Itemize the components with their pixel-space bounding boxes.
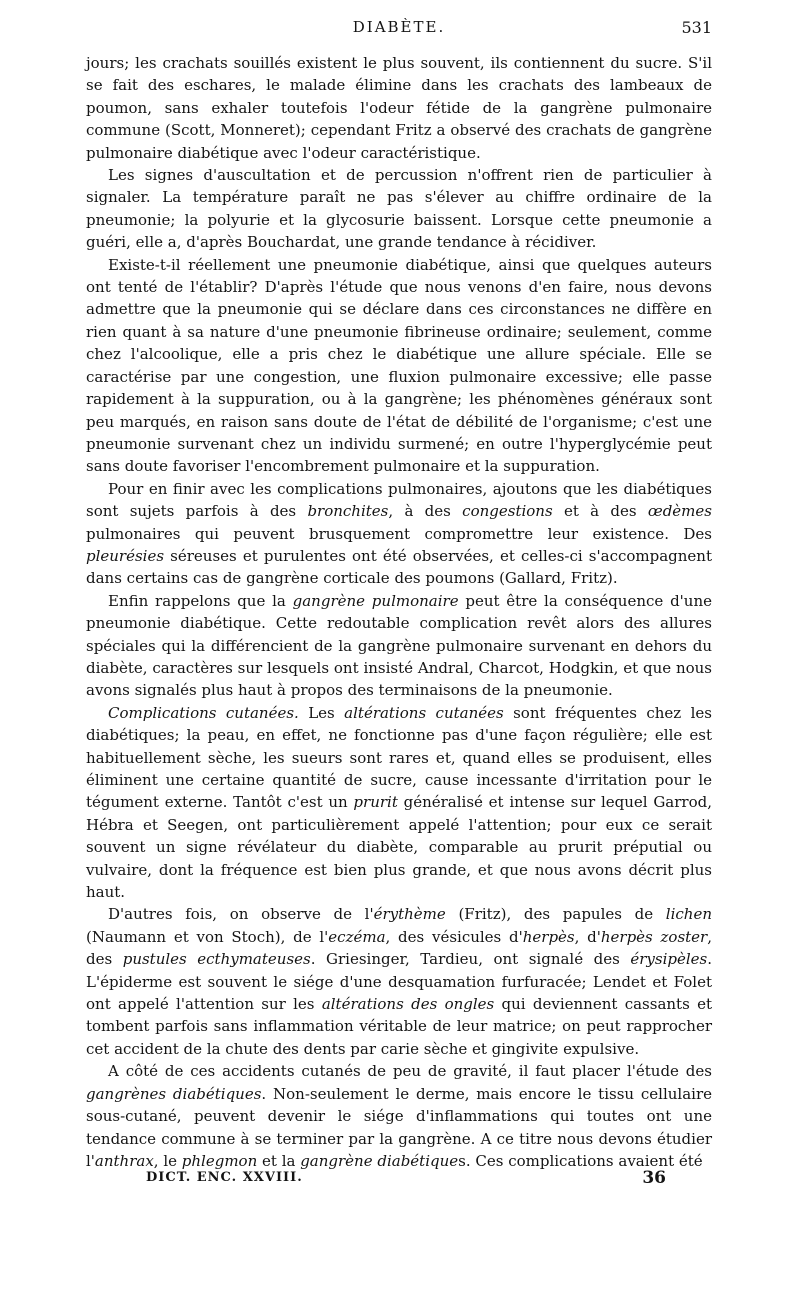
paragraph	[86, 903, 712, 1060]
italic-term: gangrène diabétique	[300, 1151, 459, 1170]
text-run: sont fréquentes chez les diabétiques; la peau, en effet, ne fonctionne pas d'une façon régulière; elle est habituellement sèche, les sueurs sont rares et, quand elles se produisent, elles éliminent une certaine quantité de sucre, cause incessante d'irritation pour le tégument externe. Tantôt c'est un	[86, 703, 712, 812]
printer-signature: DICT. ENC. XXVIII.	[146, 1170, 303, 1185]
text-run: généralisé et intense sur lequel Garrod, Hébra et Seegen, ont particulièrement appelé l'attention; pour eux ce serait souvent un signe révélateur du diabète, comparable au prurit préputial ou vulvaire, dont la fréquence est bien plus grande, et que nous avons décrit plus haut.	[86, 793, 712, 902]
text-run: , à des	[388, 502, 463, 521]
italic-term: anthrax	[94, 1151, 154, 1170]
text-run: jours; les crachats souillés existent le plus souvent, ils contiennent du sucre. S'il se fait des eschares, le malade élimine dans les crachats des lambeaux de poumon, sans exhaler toutefois l'odeur fétide de la gangrène pulmonaire commune (Scott, Monneret); cependant Fritz a observé des crachats de gangrène pulmonaire diabétique avec l'odeur caractéristique.	[86, 54, 712, 162]
italic-term: phlegmon	[181, 1151, 258, 1170]
italic-term: Complications cutanées.	[108, 703, 299, 722]
text-run: s. Ces complications avaient été	[458, 1151, 703, 1170]
italic-term: gangrènes diabétiques	[86, 1084, 262, 1103]
text-run: Les	[298, 703, 345, 722]
italic-term: congestions	[462, 502, 553, 521]
italic-term: bronchites	[307, 502, 389, 521]
text-run: qui deviennent cassants et tombent parfois sans inflammation véritable de leur matrice; on peut rapprocher cet accident de la chute des dents par carie sèche et gingivite expulsive.	[86, 995, 712, 1058]
paragraph	[86, 702, 712, 904]
text-run: . Non-seulement le derme, mais encore le tissu cellulaire sous-cutané, peuvent devenir le siége d'inflammations qui toutes ont une tendance commune à se terminer par la gangrène. A ce titre nous devons étudier l'	[86, 1084, 713, 1170]
paragraph	[86, 478, 712, 590]
paragraph	[86, 254, 712, 478]
italic-term: prurit	[353, 793, 398, 812]
italic-term: érysipèles	[630, 950, 708, 969]
text-run: , des	[86, 927, 712, 969]
italic-term: pustules ecthymateuses	[122, 950, 311, 969]
text-run: Enfin rappelons que la	[108, 591, 293, 610]
paragraph	[86, 164, 712, 254]
italic-term: gangrène pulmonaire	[292, 591, 459, 610]
text-run: séreuses et purulentes ont été observées, et celles-ci s'accompagnent dans certains cas de gangrène corticale des poumons (Gallard, Fritz).	[86, 546, 712, 588]
italic-term: pleurésies	[86, 546, 165, 565]
italic-term: lichen	[665, 905, 712, 924]
text-run: Pour en finir avec les complications pulmonaires, ajoutons que les diabétiques sont sujets parfois à des	[86, 479, 712, 521]
text-run: D'autres fois, on observe de l'	[108, 905, 374, 924]
text-run: , d'	[574, 927, 601, 946]
italic-term: œdèmes	[647, 502, 712, 521]
italic-term: altérations cutanées	[344, 703, 504, 722]
text-run: Existe-t-il réellement une pneumonie diabétique, ainsi que quelques auteurs ont tenté de l'établir? D'après l'étude que nous venons d'en faire, nous devons admettre que la pneumonie qui se déclare dans ces circonstances ne diffère en rien quant à sa nature d'une pneumonie fibrineuse ordinaire; seulement, comme chez l'alcoolique, elle a pris chez le diabétique une allure spéciale. Elle se caractérise par une congestion, une fluxion pulmonaire excessive; elle passe rapidement à la suppuration, ou à la gangrène; les phénomènes généraux sont peu marqués, en raison sans doute de l'état de débilité de l'organisme; c'est une pneumonie survenant chez un individu surmené; en outre l'hyperglycémie peut sans doute favoriser l'encombrement pulmonaire et la suppuration.	[86, 255, 712, 476]
text-run: (Fritz), des papules de	[445, 905, 666, 924]
signature-number: 36	[642, 1168, 666, 1188]
text-run: pulmonaires qui peuvent brusquement compromettre leur existence. Des	[86, 524, 712, 543]
text-run: , le	[153, 1151, 182, 1170]
text-run: (Naumann et von Stoch), de l'	[86, 927, 329, 946]
italic-term: eczéma	[328, 927, 386, 946]
page-header	[86, 18, 712, 42]
text-run: et à des	[552, 502, 648, 521]
paragraph	[86, 1060, 712, 1172]
running-title: DIABÈTE.	[352, 18, 446, 36]
text-run: A côté de ces accidents cutanés de peu de gravité, il faut placer l'étude des	[108, 1062, 712, 1081]
text-run: peut être la conséquence d'une pneumonie diabétique. Cette redoutable complication revêt alors des allures spéciales qui la différencient de la gangrène pulmonaire survenant en dehors du diabète, caractères sur lesquels ont insisté Andral, Charcot, Hodgkin, et que nous avons signalés plus haut à propos des terminaisons de la pneumonie.	[86, 591, 712, 700]
text-run: , des vésicules d'	[385, 927, 523, 946]
italic-term: herpès	[522, 927, 575, 946]
paragraph	[86, 52, 712, 164]
text-run: Les signes d'auscultation et de percussion n'offrent rien de particulier à signaler. La température paraît ne pas s'élever au chiffre ordinaire de la pneumonie; la polyurie et la glycosurie baissent. Lorsque cette pneumonie a guéri, elle a, d'après Bouchardat, une grande tendance à récidiver.	[86, 166, 712, 252]
italic-term: érythème	[373, 905, 446, 924]
paragraph	[86, 590, 712, 702]
text-run: . L'épiderme est souvent le siége d'une desquamation furfuracée; Lendet et Folet ont appelé l'attention sur les	[86, 950, 713, 1014]
italic-term: altérations des ongles	[321, 995, 495, 1014]
text-run: . Griesinger, Tardieu, ont signalé des	[310, 950, 631, 969]
body-text	[86, 52, 712, 1172]
text-run: et la	[257, 1151, 301, 1170]
page-footer	[146, 1170, 666, 1194]
italic-term: herpès zoster	[600, 927, 708, 946]
page-number: 531	[681, 18, 712, 37]
